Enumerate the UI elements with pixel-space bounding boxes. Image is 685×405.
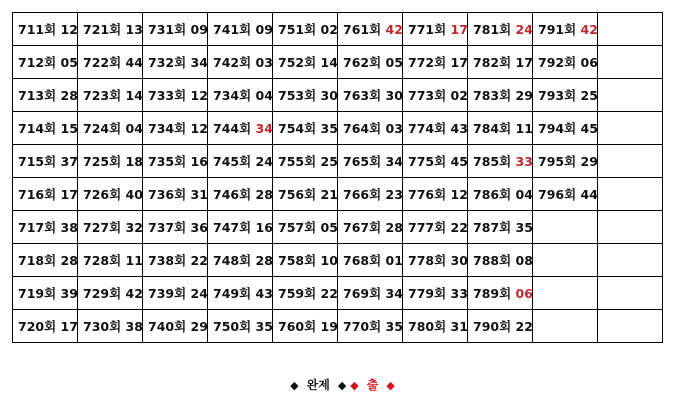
draw-round-number: 761회 xyxy=(343,22,386,37)
draw-cell xyxy=(143,145,208,178)
draw-round-number: 728회 11 xyxy=(83,253,143,268)
draw-round-number: 791회 xyxy=(538,22,581,37)
draw-round-number: 790회 22 xyxy=(473,319,533,334)
draw-round-number: 729회 42 xyxy=(83,286,143,301)
draw-round-number: 777회 22 xyxy=(408,220,468,235)
draw-round-number: 750회 35 xyxy=(213,319,273,334)
draw-results-body xyxy=(13,13,663,343)
highlighted-number: 34 xyxy=(255,121,273,136)
draw-round-number: 753회 30 xyxy=(278,88,338,103)
draw-cell xyxy=(208,46,273,79)
table-row xyxy=(13,13,663,46)
draw-cell xyxy=(78,211,143,244)
draw-round-number: 774회 43 xyxy=(408,121,468,136)
black-diamond-icon: ◆ xyxy=(337,379,347,392)
draw-cell xyxy=(208,178,273,211)
draw-round-number: 764회 03 xyxy=(343,121,403,136)
draw-cell xyxy=(598,46,663,79)
draw-round-number: 768회 01 xyxy=(343,253,403,268)
draw-cell xyxy=(78,79,143,112)
draw-cell xyxy=(533,46,598,79)
highlighted-number: 33 xyxy=(515,154,533,169)
draw-round-number: 776회 12 xyxy=(408,187,468,202)
draw-round-number: 771회 xyxy=(408,22,451,37)
draw-cell xyxy=(208,112,273,145)
draw-round-number: 734회 12 xyxy=(148,121,208,136)
draw-cell xyxy=(533,178,598,211)
draw-cell xyxy=(78,145,143,178)
draw-cell xyxy=(468,112,533,145)
draw-cell xyxy=(338,310,403,343)
draw-cell xyxy=(78,244,143,277)
draw-cell xyxy=(403,13,468,46)
draw-cell xyxy=(338,13,403,46)
draw-cell xyxy=(208,277,273,310)
draw-results-table xyxy=(12,12,663,343)
draw-cell xyxy=(13,310,78,343)
draw-cell xyxy=(403,112,468,145)
draw-cell xyxy=(533,145,598,178)
draw-cell xyxy=(338,145,403,178)
table-row xyxy=(13,46,663,79)
draw-cell xyxy=(273,79,338,112)
draw-round-number: 785회 xyxy=(473,154,516,169)
table-row xyxy=(13,211,663,244)
draw-round-number: 747회 16 xyxy=(213,220,273,235)
highlighted-number: 06 xyxy=(515,286,533,301)
draw-round-number: 754회 35 xyxy=(278,121,338,136)
draw-round-number: 783회 29 xyxy=(473,88,533,103)
draw-round-number: 734회 04 xyxy=(213,88,273,103)
draw-cell xyxy=(468,145,533,178)
draw-cell xyxy=(208,79,273,112)
draw-cell xyxy=(13,46,78,79)
draw-cell xyxy=(338,178,403,211)
highlighted-number: 42 xyxy=(580,22,598,37)
draw-round-number: 716회 17 xyxy=(18,187,78,202)
draw-round-number: 749회 43 xyxy=(213,286,273,301)
draw-cell xyxy=(338,79,403,112)
table-row xyxy=(13,310,663,343)
draw-round-number: 755회 25 xyxy=(278,154,338,169)
draw-cell xyxy=(533,112,598,145)
table-row xyxy=(13,79,663,112)
draw-round-number: 737회 36 xyxy=(148,220,208,235)
draw-cell xyxy=(403,310,468,343)
draw-round-number: 733회 12 xyxy=(148,88,208,103)
draw-cell xyxy=(403,211,468,244)
draw-cell xyxy=(143,310,208,343)
draw-cell xyxy=(273,310,338,343)
table-row xyxy=(13,112,663,145)
draw-cell xyxy=(338,211,403,244)
draw-cell xyxy=(13,244,78,277)
draw-round-number: 788회 08 xyxy=(473,253,533,268)
draw-round-number: 769회 34 xyxy=(343,286,403,301)
draw-cell xyxy=(533,310,598,343)
draw-round-number: 731회 09 xyxy=(148,22,208,37)
draw-round-number: 756회 21 xyxy=(278,187,338,202)
table-row xyxy=(13,244,663,277)
red-diamond-icon: ◆ xyxy=(350,379,359,392)
draw-round-number: 772회 17 xyxy=(408,55,468,70)
red-diamond-icon: ◆ xyxy=(386,379,395,392)
draw-round-number: 730회 38 xyxy=(83,319,143,334)
draw-cell xyxy=(403,277,468,310)
draw-cell xyxy=(78,178,143,211)
draw-round-number: 713회 28 xyxy=(18,88,78,103)
draw-cell xyxy=(78,310,143,343)
draw-cell xyxy=(468,46,533,79)
draw-cell xyxy=(143,112,208,145)
draw-round-number: 757회 05 xyxy=(278,220,338,235)
draw-round-number: 739회 24 xyxy=(148,286,208,301)
draw-cell xyxy=(13,13,78,46)
draw-cell xyxy=(143,277,208,310)
draw-round-number: 724회 04 xyxy=(83,121,143,136)
draw-cell xyxy=(208,145,273,178)
draw-cell xyxy=(598,79,663,112)
draw-cell xyxy=(143,178,208,211)
draw-round-number: 766회 23 xyxy=(343,187,403,202)
draw-round-number: 745회 24 xyxy=(213,154,273,169)
draw-cell xyxy=(208,13,273,46)
draw-cell xyxy=(468,13,533,46)
draw-cell xyxy=(468,277,533,310)
draw-cell xyxy=(273,46,338,79)
draw-cell xyxy=(598,277,663,310)
draw-round-number: 762회 05 xyxy=(343,55,403,70)
draw-round-number: 775회 45 xyxy=(408,154,468,169)
table-row xyxy=(13,178,663,211)
draw-cell xyxy=(338,112,403,145)
draw-round-number: 717회 38 xyxy=(18,220,78,235)
draw-round-number: 741회 09 xyxy=(213,22,273,37)
draw-cell xyxy=(273,112,338,145)
draw-cell xyxy=(403,79,468,112)
draw-cell xyxy=(338,277,403,310)
draw-round-number: 760회 19 xyxy=(278,319,338,334)
draw-round-number: 763회 30 xyxy=(343,88,403,103)
black-diamond-icon: ◆ xyxy=(290,379,299,392)
draw-cell xyxy=(13,112,78,145)
draw-round-number: 746회 28 xyxy=(213,187,273,202)
draw-round-number: 748회 28 xyxy=(213,253,273,268)
draw-cell xyxy=(143,79,208,112)
draw-cell xyxy=(273,277,338,310)
draw-cell xyxy=(338,244,403,277)
highlighted-number: 42 xyxy=(385,22,403,37)
draw-round-number: 765회 34 xyxy=(343,154,403,169)
draw-round-number: 796회 44 xyxy=(538,187,598,202)
draw-cell xyxy=(403,145,468,178)
draw-cell xyxy=(13,178,78,211)
draw-cell xyxy=(13,277,78,310)
draw-cell xyxy=(273,211,338,244)
draw-cell xyxy=(533,13,598,46)
draw-round-number: 782회 17 xyxy=(473,55,533,70)
draw-round-number: 727회 32 xyxy=(83,220,143,235)
draw-round-number: 718회 28 xyxy=(18,253,78,268)
draw-round-number: 780회 31 xyxy=(408,319,468,334)
draw-round-number: 792회 06 xyxy=(538,55,598,70)
draw-cell xyxy=(403,178,468,211)
draw-round-number: 719회 39 xyxy=(18,286,78,301)
draw-round-number: 720회 17 xyxy=(18,319,78,334)
draw-cell xyxy=(468,244,533,277)
draw-cell xyxy=(143,244,208,277)
draw-round-number: 714회 15 xyxy=(18,121,78,136)
draw-cell xyxy=(598,145,663,178)
draw-round-number: 781회 xyxy=(473,22,516,37)
draw-cell xyxy=(78,13,143,46)
draw-cell xyxy=(468,178,533,211)
draw-cell xyxy=(78,46,143,79)
draw-cell xyxy=(598,13,663,46)
draw-round-number: 726회 40 xyxy=(83,187,143,202)
draw-cell xyxy=(533,277,598,310)
draw-round-number: 758회 10 xyxy=(278,253,338,268)
draw-round-number: 715회 37 xyxy=(18,154,78,169)
draw-round-number: 770회 35 xyxy=(343,319,403,334)
draw-cell xyxy=(403,46,468,79)
draw-cell xyxy=(208,244,273,277)
draw-cell xyxy=(533,79,598,112)
draw-cell xyxy=(78,112,143,145)
draw-cell xyxy=(468,211,533,244)
draw-round-number: 735회 16 xyxy=(148,154,208,169)
draw-cell xyxy=(208,211,273,244)
legend-label-complete: 완제 xyxy=(306,378,330,392)
draw-cell xyxy=(273,13,338,46)
draw-round-number: 742회 03 xyxy=(213,55,273,70)
draw-round-number: 787회 35 xyxy=(473,220,533,235)
draw-cell xyxy=(143,211,208,244)
draw-cell xyxy=(273,244,338,277)
draw-cell xyxy=(273,178,338,211)
draw-cell xyxy=(78,277,143,310)
draw-round-number: 751회 02 xyxy=(278,22,338,37)
table-row xyxy=(13,277,663,310)
draw-cell xyxy=(13,145,78,178)
draw-cell xyxy=(468,310,533,343)
draw-round-number: 786회 04 xyxy=(473,187,533,202)
draw-round-number: 767회 28 xyxy=(343,220,403,235)
draw-round-number: 773회 02 xyxy=(408,88,468,103)
draw-round-number: 712회 05 xyxy=(18,55,78,70)
draw-cell xyxy=(338,46,403,79)
draw-cell xyxy=(598,112,663,145)
draw-cell xyxy=(468,79,533,112)
draw-cell xyxy=(143,13,208,46)
draw-round-number: 738회 22 xyxy=(148,253,208,268)
draw-round-number: 711회 12 xyxy=(18,22,78,37)
draw-round-number: 759회 22 xyxy=(278,286,338,301)
draw-round-number: 721회 13 xyxy=(83,22,143,37)
draw-round-number: 779회 33 xyxy=(408,286,468,301)
draw-cell xyxy=(598,244,663,277)
draw-cell xyxy=(533,244,598,277)
draw-round-number: 736회 31 xyxy=(148,187,208,202)
draw-round-number: 723회 14 xyxy=(83,88,143,103)
draw-round-number: 778회 30 xyxy=(408,253,468,268)
draw-cell xyxy=(273,145,338,178)
draw-cell xyxy=(598,211,663,244)
table-row xyxy=(13,145,663,178)
draw-round-number: 744회 xyxy=(213,121,256,136)
draw-round-number: 725회 18 xyxy=(83,154,143,169)
draw-round-number: 732회 34 xyxy=(148,55,208,70)
draw-cell xyxy=(598,310,663,343)
legend-label-out: 출 xyxy=(366,378,379,392)
draw-round-number: 789회 xyxy=(473,286,516,301)
draw-round-number: 795회 29 xyxy=(538,154,598,169)
draw-round-number: 752회 14 xyxy=(278,55,338,70)
highlighted-number: 17 xyxy=(450,22,468,37)
draw-round-number: 740회 29 xyxy=(148,319,208,334)
draw-cell xyxy=(533,211,598,244)
draw-cell xyxy=(598,178,663,211)
draw-cell xyxy=(403,244,468,277)
draw-round-number: 722회 44 xyxy=(83,55,143,70)
draw-cell xyxy=(13,211,78,244)
legend xyxy=(0,376,685,393)
draw-round-number: 794회 45 xyxy=(538,121,598,136)
draw-round-number: 784회 11 xyxy=(473,121,533,136)
draw-cell xyxy=(13,79,78,112)
draw-round-number: 793회 25 xyxy=(538,88,598,103)
draw-cell xyxy=(143,46,208,79)
draw-cell xyxy=(208,310,273,343)
highlighted-number: 24 xyxy=(515,22,533,37)
